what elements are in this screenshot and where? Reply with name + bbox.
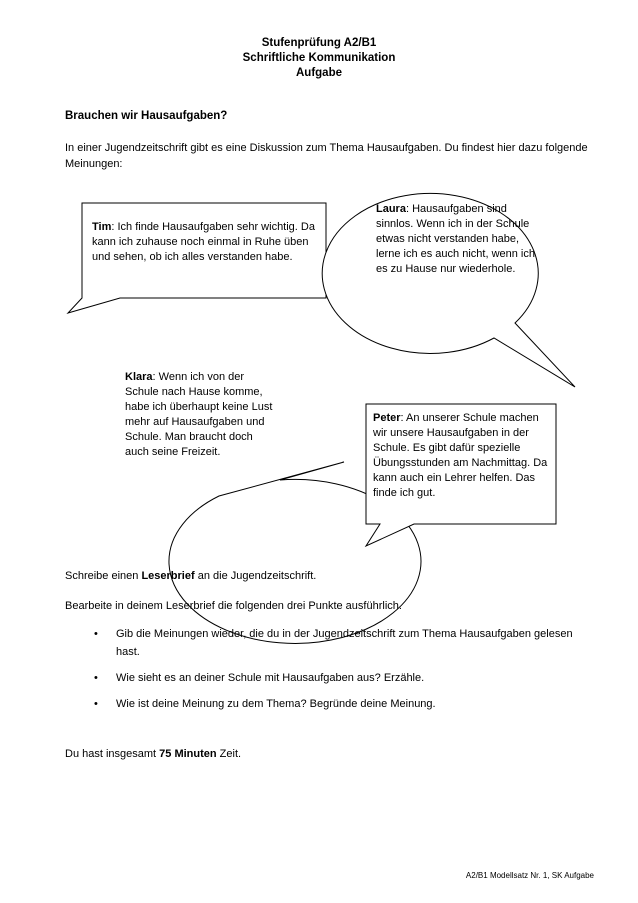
header-title: Stufenprüfung A2/B1 — [261, 37, 377, 49]
laura-name: Laura — [376, 203, 406, 215]
task-point-text: Wie ist deine Meinung zu dem Thema? Begründe deine Meinung. — [116, 698, 436, 710]
task-point-text: Gib die Meinungen wieder, die du in der Jugendzeitschrift zum Thema Hausaufgaben gelesen hast. — [116, 628, 573, 658]
task-time-bold: 75 Minuten — [159, 748, 217, 760]
task-point — [90, 695, 590, 713]
task-write-letter — [65, 568, 316, 584]
header-subtitle: Schriftliche Kommunikation — [242, 52, 396, 64]
peter-name: Peter — [373, 412, 401, 424]
tim-opinion: : Ich finde Hausaufgaben sehr wichtig. Da kann ich zuhause noch einmal in Ruhe üben und sehen, ob ich alles verstanden habe. — [92, 221, 315, 263]
header-section: Aufgabe — [296, 67, 342, 79]
bullet-icon: • — [94, 628, 98, 640]
intro-text: In einer Jugendzeitschrift gibt es eine Diskussion zum Thema Hausaufgaben. Du findest hier dazu folgende Meinungen: — [65, 142, 588, 170]
klara-name: Klara — [125, 371, 153, 383]
bullet-icon: • — [94, 672, 98, 684]
task-time-post: Zeit. — [216, 748, 242, 760]
task-write-pre: Schreibe einen — [65, 570, 142, 582]
tim-name: Tim — [92, 221, 112, 233]
task-point — [90, 625, 590, 661]
task-instruction: Bearbeite in deinem Leserbrief die folgenden drei Punkte ausführlich. — [65, 600, 402, 612]
task-point — [90, 669, 590, 687]
bullet-icon: • — [94, 698, 98, 710]
task-time-pre: Du hast insgesamt — [65, 748, 160, 760]
peter-bubble-text — [373, 411, 549, 501]
klara-bubble-text — [125, 370, 273, 460]
task-write-bold: Leserbrief — [141, 570, 195, 582]
task-write-post: an die Jugendzeitschrift. — [194, 570, 317, 582]
task-time — [65, 746, 241, 762]
task-points-list — [90, 625, 590, 721]
laura-opinion: : Hausaufgaben sind sinnlos. Wenn ich in der Schule etwas nicht verstanden habe, lerne ich es auch nicht, wenn ich es zu Hause nur wiederhole. — [376, 203, 535, 275]
task-point-text: Wie sieht es an deiner Schule mit Hausaufgaben aus? Erzähle. — [116, 672, 425, 684]
peter-opinion: : An unserer Schule machen wir unsere Hausaufgaben in der Schule. Es gibt dafür spezielle Übungsstunden am Nachmittag. Da kann auch ein Lehrer helfen. Das finde ich gut. — [373, 412, 548, 499]
topic-heading: Brauchen wir Hausaufgaben? — [65, 110, 228, 122]
page-footer: A2/B1 Modellsatz Nr. 1, SK Aufgabe — [465, 871, 594, 880]
tim-bubble-text — [92, 220, 318, 265]
laura-bubble-text — [376, 202, 536, 277]
klara-opinion: : Wenn ich von der Schule nach Hause komme, habe ich überhaupt keine Lust mehr auf Hausaufgaben und Schule. Man braucht doch auch seine Freizeit. — [125, 371, 273, 458]
